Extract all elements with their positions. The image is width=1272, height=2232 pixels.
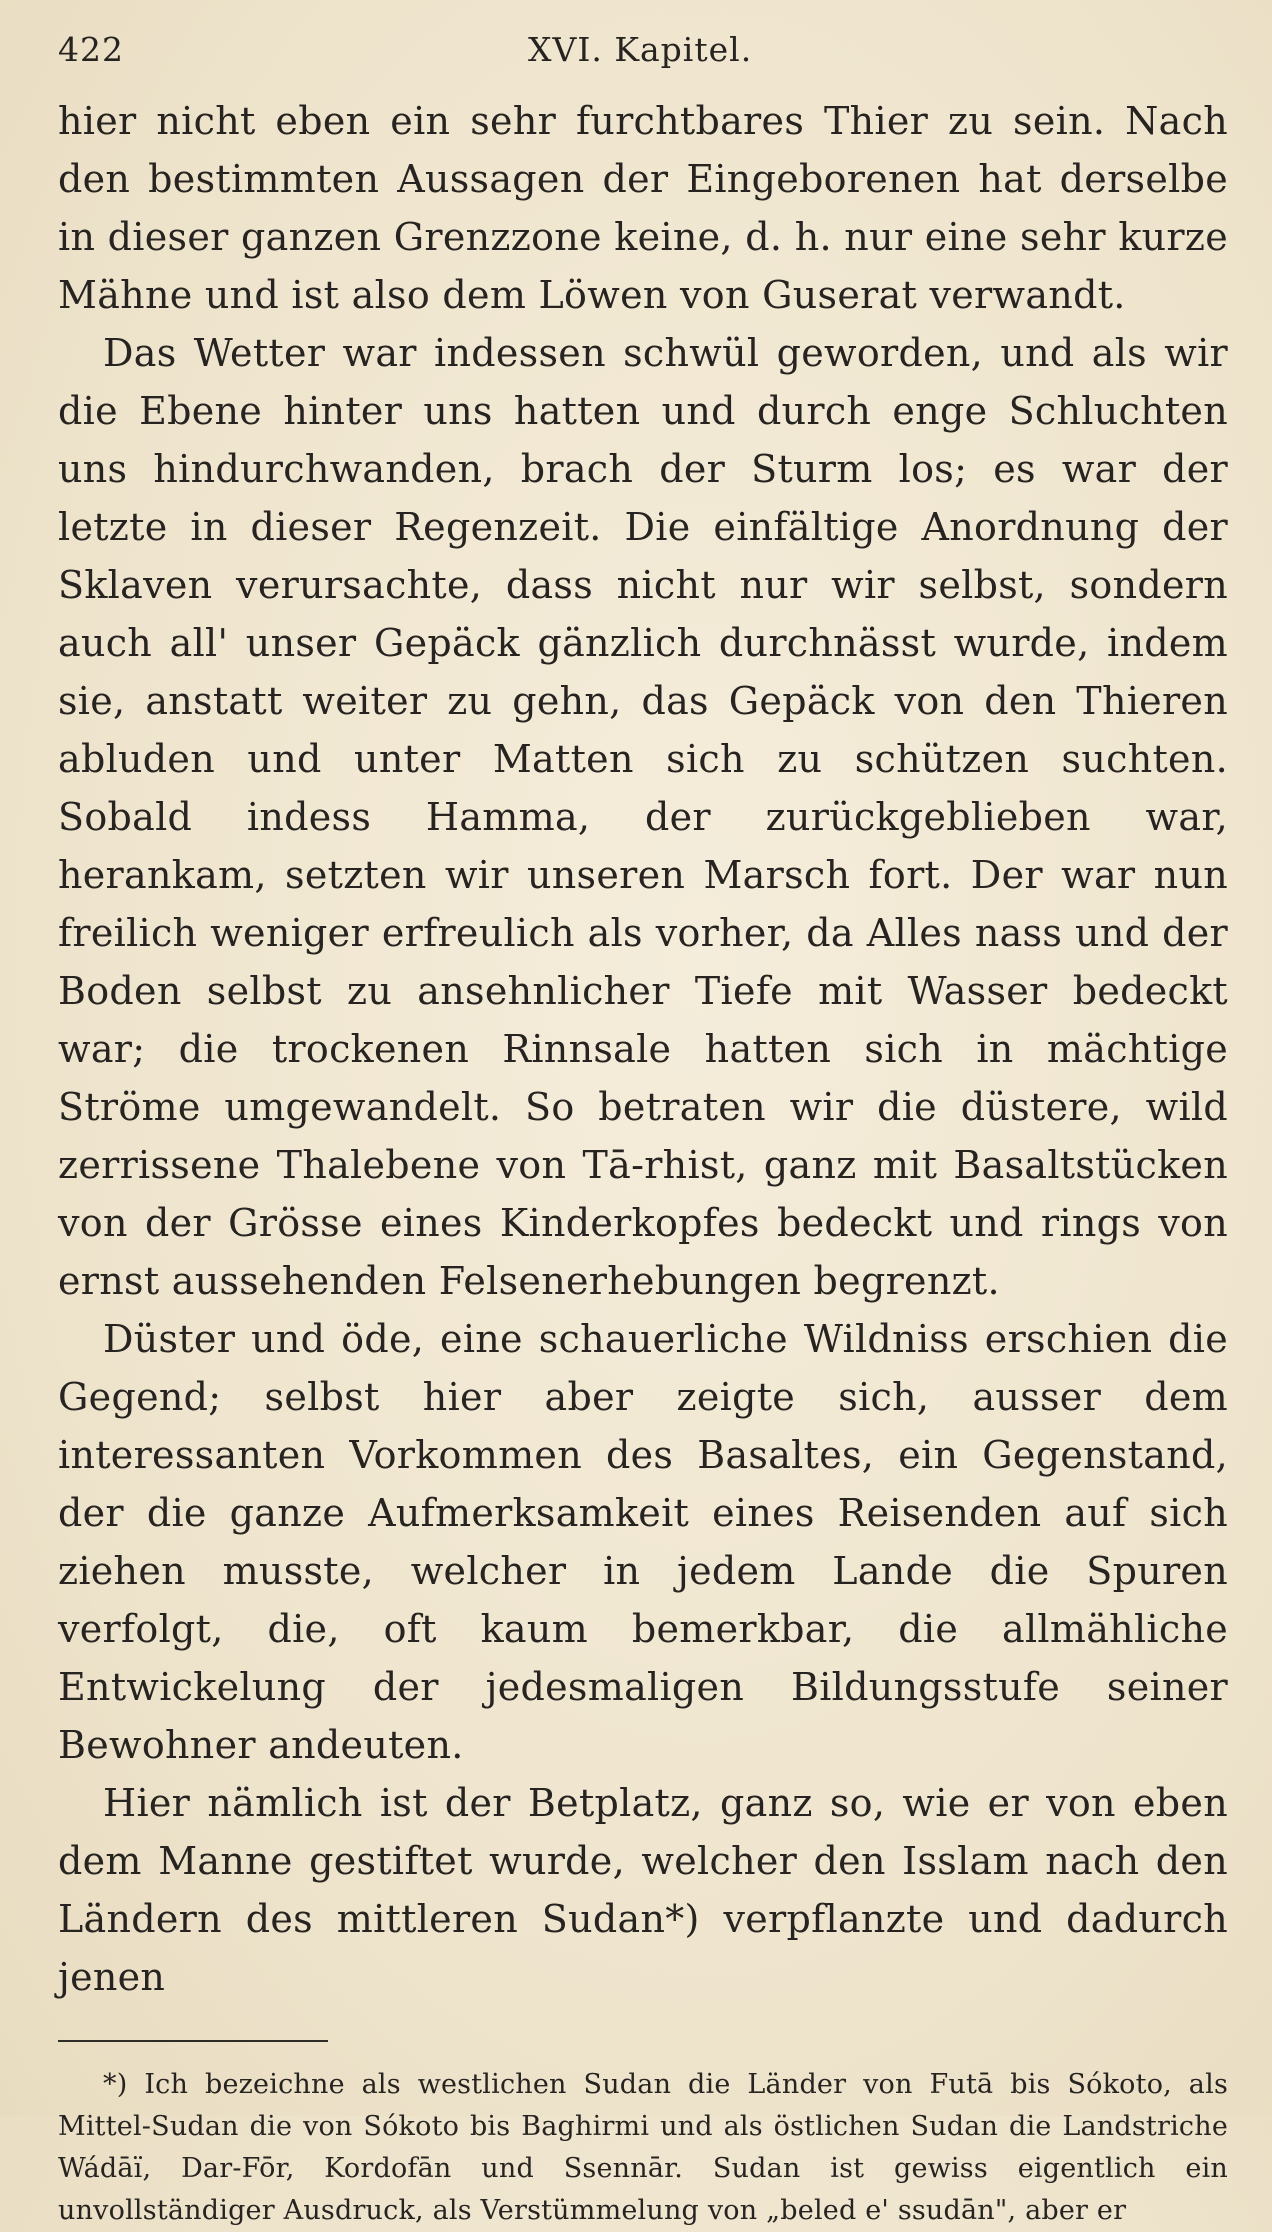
chapter-title: XVI. Kapitel. <box>528 30 753 69</box>
footnote-divider <box>58 2040 328 2042</box>
body-text <box>58 92 1228 2006</box>
paragraph-1: hier nicht eben ein sehr furchtbares Thier zu sein. Nach den bestimmten Aussagen der Eingeborenen hat derselbe in dieser ganzen Grenzzone keine, d. h. nur eine sehr kurze Mähne und ist also dem Löwen von Guserat verwandt. <box>58 99 1228 317</box>
footnote: *) Ich bezeichne als westlichen Sudan die Länder von Futā bis Sókoto, als Mittel-Sudan die von Sókoto bis Baghirmi und als östlichen Sudan die Landstriche Wádāï, Dar-Fōr, Kordofān und Ssennār. Sudan ist gewiss eigentlich ein unvollständiger Ausdruck, als Verstümmelung von „beled e' ssudān", aber er <box>58 2069 1228 2226</box>
page-number: 422 <box>58 30 124 69</box>
paragraph-3: Düster und öde, eine schauerliche Wildniss erschien die Gegend; selbst hier aber zeigte sich, ausser dem interessanten Vorkommen des Basaltes, ein Gegenstand, der die ganze Aufmerksamkeit eines Reisenden auf sich ziehen musste, welcher in jedem Lande die Spuren verfolgt, die, oft kaum bemerkbar, die allmähliche Entwickelung der jedesmaligen Bildungsstufe seiner Bewohner andeuten. <box>58 1317 1228 1767</box>
paragraph-4: Hier nämlich ist der Betplatz, ganz so, wie er von eben dem Manne gestiftet wurde, welcher den Isslam nach den Ländern des mittleren Sudan*) verpflanzte und dadurch jenen <box>58 1781 1228 1999</box>
book-page <box>58 30 1228 2226</box>
paragraph-2: Das Wetter war indessen schwül geworden, und als wir die Ebene hinter uns hatten und durch enge Schluchten uns hindurchwanden, brach der Sturm los; es war der letzte in dieser Regenzeit. Die einfältige Anordnung der Sklaven verursachte, dass nicht nur wir selbst, sondern auch all' unser Gepäck gänzlich durchnässt wurde, indem sie, anstatt weiter zu gehn, das Gepäck von den Thieren abluden und unter Matten sich zu schützen suchten. Sobald indess Hamma, der zurückgeblieben war, herankam, setzten wir unseren Marsch fort. Der war nun freilich weniger erfreulich als vorher, da Alles nass und der Boden selbst zu ansehnlicher Tiefe mit Wasser bedeckt war; die trockenen Rinnsale hatten sich in mächtige Ströme umgewandelt. So betraten wir die düstere, wild zerrissene Thalebene von Tā-rhist, ganz mit Basaltstücken von der Grösse eines Kinderkopfes bedeckt und rings von ernst aussehenden Felsenerhebungen begrenzt. <box>58 331 1228 1303</box>
running-head <box>58 30 1228 92</box>
